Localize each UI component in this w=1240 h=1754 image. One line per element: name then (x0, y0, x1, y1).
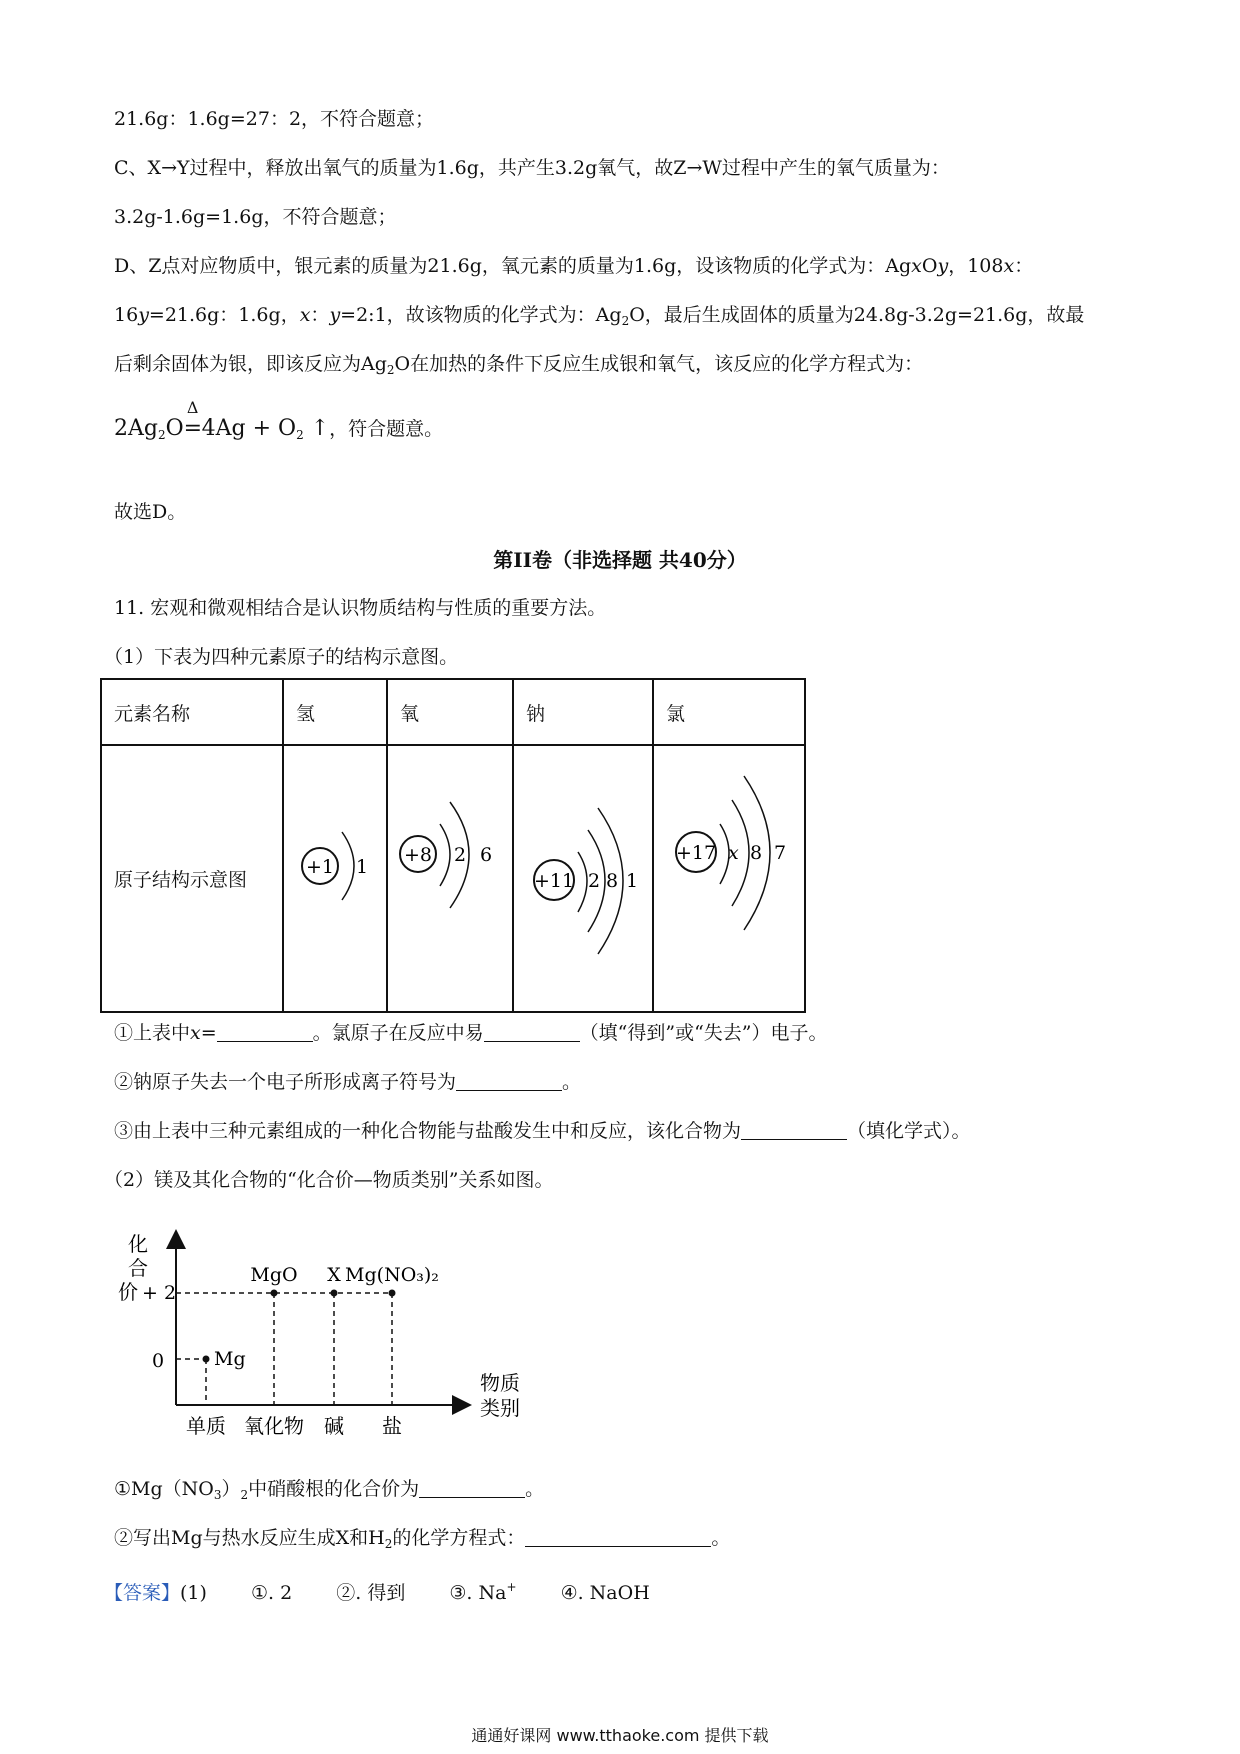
answer-blank[interactable] (217, 1021, 313, 1042)
electron-shell-arc (342, 832, 354, 900)
text-seg: （填化学式）。 (847, 1120, 971, 1142)
text-seg: 中硝酸根的化合价为 (248, 1478, 420, 1500)
text-seg: O (921, 255, 938, 277)
table-row-label: 原子结构示意图 (101, 745, 283, 1012)
shell-electrons: 8 (606, 870, 619, 892)
text-line-4 (114, 252, 1033, 280)
text-seg: 。 (711, 1527, 731, 1549)
atom-diagram-na (513, 745, 653, 1012)
table-row (101, 745, 805, 1012)
table-header-label: 元素名称 (101, 679, 283, 745)
text-seg: 后剩余固体为银，即该反应为Ag (114, 353, 387, 375)
answer-blank[interactable] (741, 1119, 847, 1140)
x-tick-label: 盐 (382, 1414, 402, 1438)
atom-diagram-cl (653, 745, 805, 1012)
var-y: y (138, 304, 149, 326)
text-seg: 。氯原子在反应中易 (312, 1022, 484, 1044)
delta-symbol: Δ (186, 398, 199, 417)
equals-heat-sign: Δ = (183, 398, 203, 441)
text-seg: ： (310, 304, 330, 326)
x-tick-label: 单质 (186, 1414, 226, 1438)
subquestion-3 (114, 1117, 971, 1145)
text-seg: ） (221, 1478, 241, 1500)
subquestion-t1 (114, 1475, 544, 1509)
text-seg: ： (1014, 255, 1034, 277)
answer-item-text: ③. Na (449, 1582, 507, 1604)
answer-line (104, 1573, 650, 1607)
data-point (271, 1290, 278, 1297)
shell-electrons: 2 (588, 870, 601, 892)
table-row (101, 679, 805, 745)
subquestion-1 (114, 1019, 828, 1047)
question-part-1: （1）下表为四种元素原子的结构示意图。 (104, 646, 459, 668)
subscript: 2 (240, 1488, 249, 1502)
data-point (389, 1290, 396, 1297)
x-tick-label: 氧化物 (244, 1414, 304, 1438)
answer-tag: 【答案】 (104, 1582, 181, 1604)
x-axis-label: 物质 (480, 1371, 520, 1395)
text-seg: = (200, 1022, 217, 1044)
var-x: x (190, 1022, 201, 1044)
shell-electrons: 1 (626, 870, 639, 892)
data-label: MgO (250, 1264, 298, 1286)
subscript: 2 (386, 363, 395, 377)
y-tick-label: + 2 (142, 1282, 177, 1304)
text-line-2: C、X→Y过程中，释放出氧气的质量为1.6g，共产生3.2g氧气，故Z→W过程中产生的氧气质量为： (114, 157, 950, 179)
nucleus-charge: +11 (533, 870, 575, 892)
superscript: + (506, 1580, 517, 1594)
page-footer: 通通好课网 www.tthaoke.com 提供下载 (471, 1726, 769, 1745)
text-seg: ②钠原子失去一个电子所形成离子符号为 (114, 1071, 457, 1093)
data-point (203, 1356, 210, 1363)
eq-reactant: O (165, 416, 184, 441)
answer-blank[interactable] (419, 1477, 525, 1498)
subscript: 2 (384, 1537, 393, 1551)
text-seg: O在加热的条件下反应生成银和氧气，该反应的化学方程式为： (394, 353, 924, 375)
question-stem: 11. 宏观和微观相结合是认识物质结构与性质的重要方法。 (114, 597, 607, 619)
answer-blank[interactable] (456, 1070, 562, 1091)
text-seg: =2:1，故该物质的化学式为：Ag (340, 304, 622, 326)
electron-shell-arc (578, 852, 587, 912)
text-seg: ，108 (948, 255, 1004, 277)
var-x: x (1003, 255, 1015, 277)
eq-product: 4Ag + O (201, 416, 297, 441)
text-line-5 (114, 301, 1084, 335)
nucleus-charge: +8 (403, 844, 433, 866)
subquestion-2 (114, 1068, 581, 1096)
data-point (331, 1290, 338, 1297)
gas-arrow: ↑ (310, 416, 330, 441)
atom-structure-svg (284, 746, 386, 1006)
var-x: x (911, 255, 922, 277)
shell-electrons: 7 (774, 842, 787, 864)
valence-category-chart (110, 1225, 530, 1445)
element-name: 氯 (653, 679, 805, 745)
shell-electrons: x (728, 842, 739, 864)
text-seg: =21.6g：1.6g， (148, 304, 300, 326)
shell-electrons: 2 (454, 844, 467, 866)
section-title: 第II卷（非选择题 共40分） (493, 548, 747, 572)
text-seg: ②写出Mg与热水反应生成X和H (114, 1527, 385, 1549)
atom-diagram-o (387, 745, 513, 1012)
element-name: 氢 (283, 679, 387, 745)
text-line-1: 21.6g：1.6g=27：2，不符合题意； (114, 108, 435, 130)
question-part-2: （2）镁及其化合物的“化合价—物质类别”关系如图。 (104, 1169, 554, 1191)
x-axis-label: 类别 (480, 1396, 520, 1420)
data-label: Mg(NO₃)₂ (345, 1264, 439, 1286)
subscript: 2 (621, 314, 630, 328)
atom-structure-svg (514, 746, 652, 1006)
shell-electrons: 1 (356, 856, 369, 878)
text-seg: ①Mg（NO (114, 1478, 214, 1500)
subscript: 3 (213, 1488, 222, 1502)
eq-reactant: 2Ag (114, 416, 158, 441)
subscript: 2 (157, 428, 166, 442)
answer-item: ①. 2 (250, 1582, 293, 1604)
chemical-equation (114, 398, 444, 442)
var-y: y (329, 304, 341, 326)
text-seg: 。 (525, 1478, 545, 1500)
text-seg: ①上表中 (114, 1022, 191, 1044)
data-label: X (327, 1264, 341, 1286)
nucleus-charge: +17 (675, 842, 717, 864)
subscript: 2 (296, 428, 304, 442)
subquestion-t2 (114, 1524, 730, 1558)
text-seg: ③由上表中三种元素组成的一种化合物能与盐酸发生中和反应，该化合物为 (114, 1120, 742, 1142)
element-name: 氧 (387, 679, 513, 745)
answer-item: ②. 得到 (336, 1582, 406, 1604)
atom-diagram-h (283, 745, 387, 1012)
x-tick-label: 碱 (324, 1414, 344, 1438)
shell-electrons: 8 (750, 842, 763, 864)
var-y: y (937, 255, 949, 277)
var-x: x (299, 304, 311, 326)
data-label: Mg (214, 1348, 246, 1370)
answer-blank[interactable] (525, 1526, 711, 1547)
text-seg: 。 (562, 1071, 582, 1093)
text-seg: O，最后生成固体的质量为24.8g-3.2g=21.6g，故最 (629, 304, 1085, 326)
text-seg: D、Z点对应物质中，银元素的质量为21.6g，氧元素的质量为1.6g，设该物质的化学式为：Ag (114, 255, 912, 277)
y-axis-label: 合 (128, 1256, 148, 1280)
text-seg: （填“得到”或“失去”）电子。 (579, 1022, 828, 1044)
answer-item: ④. NaOH (560, 1582, 650, 1604)
element-name: 钠 (513, 679, 653, 745)
element-table (100, 678, 806, 1013)
answer-blank[interactable] (484, 1021, 580, 1042)
atom-structure-svg (654, 746, 804, 1006)
atom-structure-svg (388, 746, 512, 1006)
text-line-6 (114, 350, 923, 384)
text-seg: 16 (114, 304, 139, 326)
answer-item (449, 1582, 516, 1604)
text-seg: 的化学方程式： (392, 1527, 526, 1549)
electron-shell-arc (440, 824, 450, 886)
text-seg: ，符合题意。 (329, 418, 444, 440)
y-tick-label: 0 (152, 1350, 165, 1372)
y-axis-label: 价 (118, 1280, 138, 1304)
text-line-3: 3.2g-1.6g=1.6g，不符合题意； (114, 206, 397, 228)
chart-marks (176, 1264, 439, 1438)
y-axis-label: 化 (128, 1232, 148, 1256)
text-line-7: 故选D。 (114, 501, 187, 523)
shell-electrons: 6 (480, 844, 493, 866)
nucleus-charge: +1 (305, 856, 335, 878)
answer-part: (1) (180, 1582, 207, 1604)
